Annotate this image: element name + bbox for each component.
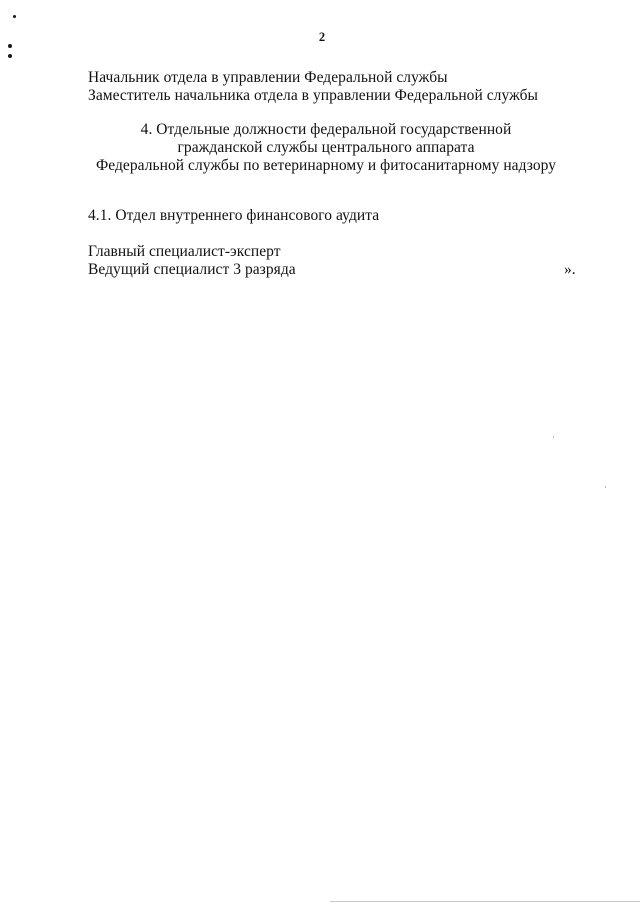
scan-speck (8, 44, 12, 48)
position-line: Заместитель начальника отдела в управлении Федеральной службы (88, 87, 539, 104)
scan-speck (553, 436, 554, 438)
position-line: Начальник отдела в управлении Федеральной службы (88, 69, 448, 86)
section-heading-line: гражданской службы центрального аппарата (177, 139, 475, 156)
scan-edge (330, 901, 640, 902)
closing-quote-mark: ». (564, 261, 576, 278)
position-line: Ведущий специалист 3 разряда (88, 261, 296, 278)
scan-speck (13, 15, 16, 18)
scan-speck (8, 54, 12, 58)
subsection-title: 4.1. Отдел внутреннего финансового аудита (88, 207, 380, 224)
section-heading-line: Федеральной службы по ветеринарному и фитосанитарному надзору (95, 157, 557, 174)
position-line: Главный специалист-эксперт (88, 243, 281, 260)
scan-speck (605, 486, 606, 488)
section-heading-line: 4. Отдельные должности федеральной государственной (140, 121, 512, 138)
page-number: 2 (318, 30, 326, 44)
